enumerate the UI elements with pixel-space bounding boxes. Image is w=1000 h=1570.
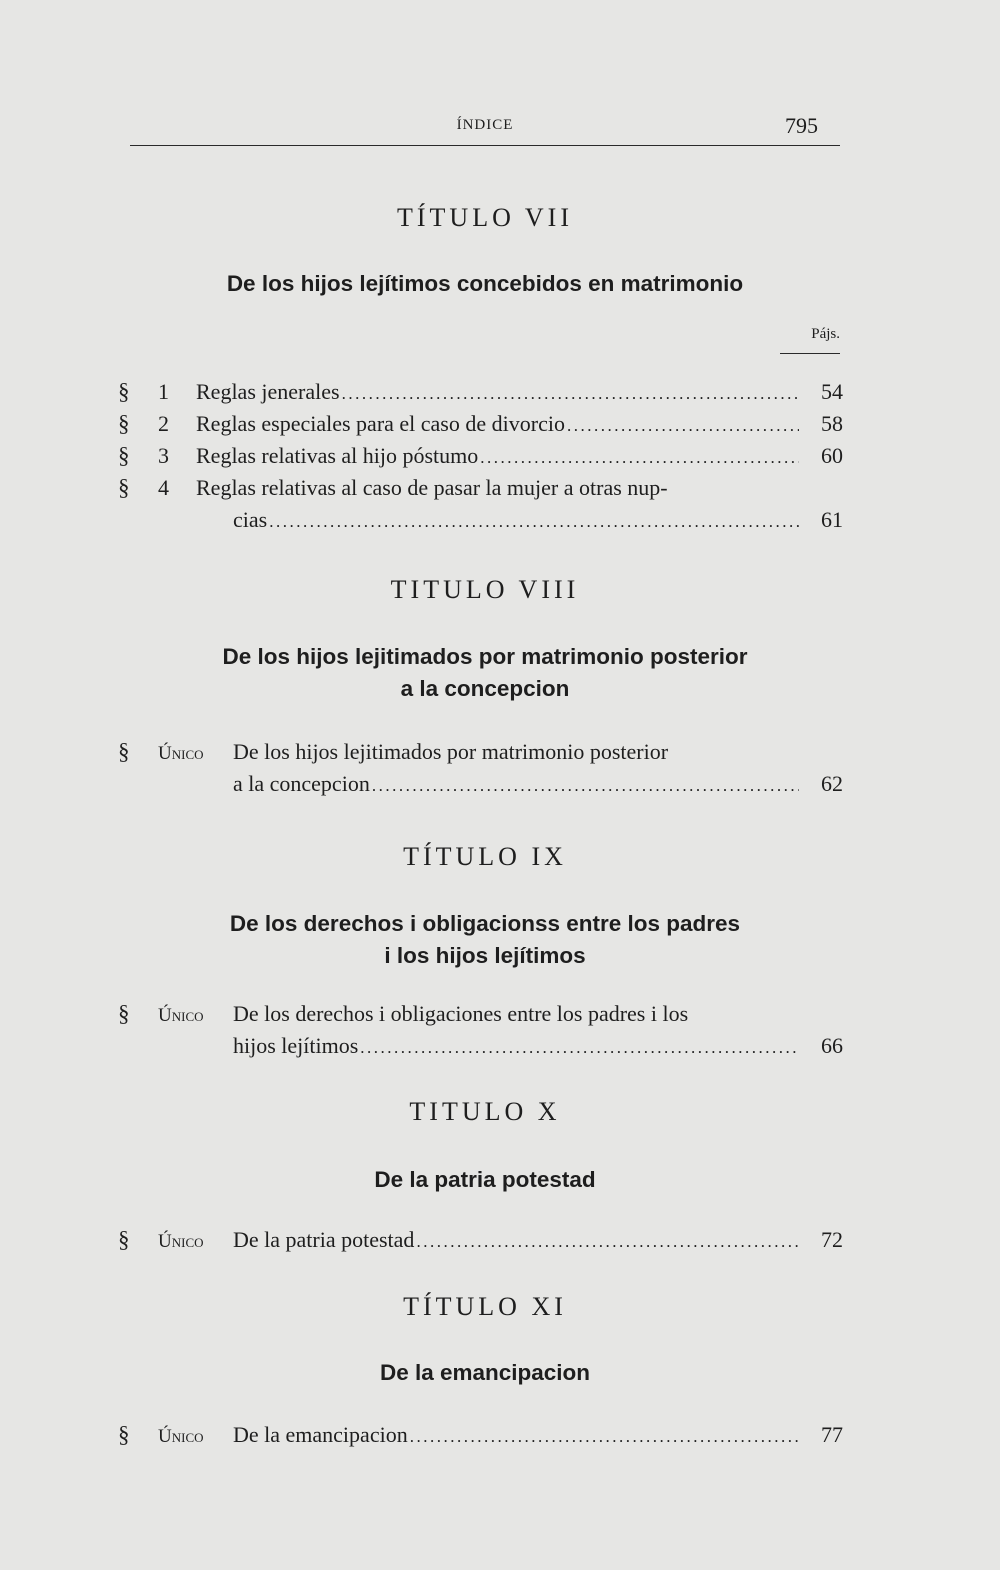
entry-text: De los derechos i obligaciones entre los padres i los <box>233 1001 689 1026</box>
titulo-ix-heading: TÍTULO IX <box>403 842 567 871</box>
running-header <box>130 113 840 146</box>
toc-entry-t7-1[interactable] <box>118 376 843 408</box>
entry-text: Reglas relativas al caso de pasar la mujer a otras nup- <box>196 475 668 500</box>
section-sign: § <box>118 443 130 468</box>
entry-page: 72 <box>821 1227 843 1252</box>
dot-leader <box>410 1421 799 1453</box>
entry-text: De la patria potestad <box>233 1227 415 1252</box>
entry-text-continued: cias <box>233 507 268 532</box>
titulo-viii-heading: TITULO VIII <box>390 575 580 604</box>
dot-leader <box>360 1032 799 1064</box>
titulo-viii-subtitle-line1: De los hijos lejitimados por matrimonio posterior <box>222 644 748 669</box>
toc-entry-t7-3[interactable] <box>118 440 843 472</box>
dot-leader <box>372 770 799 802</box>
entry-text-continued: a la concepcion <box>233 771 370 796</box>
section-sign: § <box>118 1001 130 1026</box>
entry-keyword: Único <box>158 743 204 764</box>
entry-text: Reglas relativas al hijo póstumo <box>196 443 479 468</box>
titulo-ix-subtitle-line2: i los hijos lejítimos <box>384 943 586 968</box>
titulo-ix-subtitle-line1: De los derechos i obligacionss entre los padres <box>229 911 741 936</box>
entry-keyword: Único <box>158 1231 204 1252</box>
pages-column-header: Pájs. <box>780 326 840 354</box>
dot-leader <box>342 378 799 410</box>
entry-page: 77 <box>821 1422 843 1447</box>
entry-text-continued: hijos lejítimos <box>233 1033 359 1058</box>
titulo-xi-subtitle: De la emancipacion <box>379 1360 591 1385</box>
section-sign: § <box>118 1227 130 1252</box>
entry-page: 61 <box>821 507 843 532</box>
section-sign: § <box>118 411 130 436</box>
section-sign: § <box>118 739 130 764</box>
toc-entry-t7-2[interactable] <box>118 408 843 440</box>
titulo-vii-heading: TÍTULO VII <box>397 203 573 232</box>
entry-page: 66 <box>821 1033 843 1058</box>
entry-page: 60 <box>821 443 843 468</box>
dot-leader <box>269 506 799 538</box>
entry-number: 2 <box>158 411 169 436</box>
toc-entry-t7-4[interactable] <box>118 472 843 504</box>
titulo-x-subtitle: De la patria potestad <box>374 1167 596 1192</box>
entry-page: 58 <box>821 411 843 436</box>
dot-leader <box>480 442 799 474</box>
toc-entry-t7-4-cont[interactable] <box>118 504 843 536</box>
entry-number: 3 <box>158 443 169 468</box>
entry-text: De los hijos lejitimados por matrimonio posterior <box>233 739 669 764</box>
entry-page: 62 <box>821 771 843 796</box>
section-sign: § <box>118 475 130 500</box>
entry-keyword: Único <box>158 1005 204 1026</box>
header-page-number: 795 <box>785 113 818 138</box>
entry-text: Reglas jenerales <box>196 379 340 404</box>
titulo-viii-subtitle-line2: a la concepcion <box>400 676 570 701</box>
section-sign: § <box>118 1422 130 1447</box>
section-sign: § <box>118 379 130 404</box>
toc-entry-t11-unico[interactable] <box>118 1419 843 1451</box>
entry-text: De la emancipacion <box>233 1422 408 1447</box>
dot-leader <box>416 1226 799 1258</box>
entry-page: 54 <box>821 379 843 404</box>
toc-entry-t8-unico-cont[interactable] <box>118 768 843 800</box>
toc-entry-t9-unico-cont[interactable] <box>118 1030 843 1062</box>
entry-keyword: Único <box>158 1426 204 1447</box>
toc-entry-t8-unico[interactable] <box>118 736 843 768</box>
titulo-x-heading: TITULO X <box>409 1097 561 1126</box>
toc-entry-t9-unico[interactable] <box>118 998 843 1030</box>
entry-text: Reglas especiales para el caso de divorcio <box>196 411 565 436</box>
dot-leader <box>567 410 799 442</box>
header-title: ÍNDICE <box>456 117 514 133</box>
entry-number: 4 <box>158 475 169 500</box>
titulo-vii-subtitle: De los hijos lejítimos concebidos en matrimonio <box>226 271 744 296</box>
titulo-xi-heading: TÍTULO XI <box>403 1292 567 1321</box>
toc-entry-t10-unico[interactable] <box>118 1224 843 1256</box>
entry-number: 1 <box>158 379 169 404</box>
